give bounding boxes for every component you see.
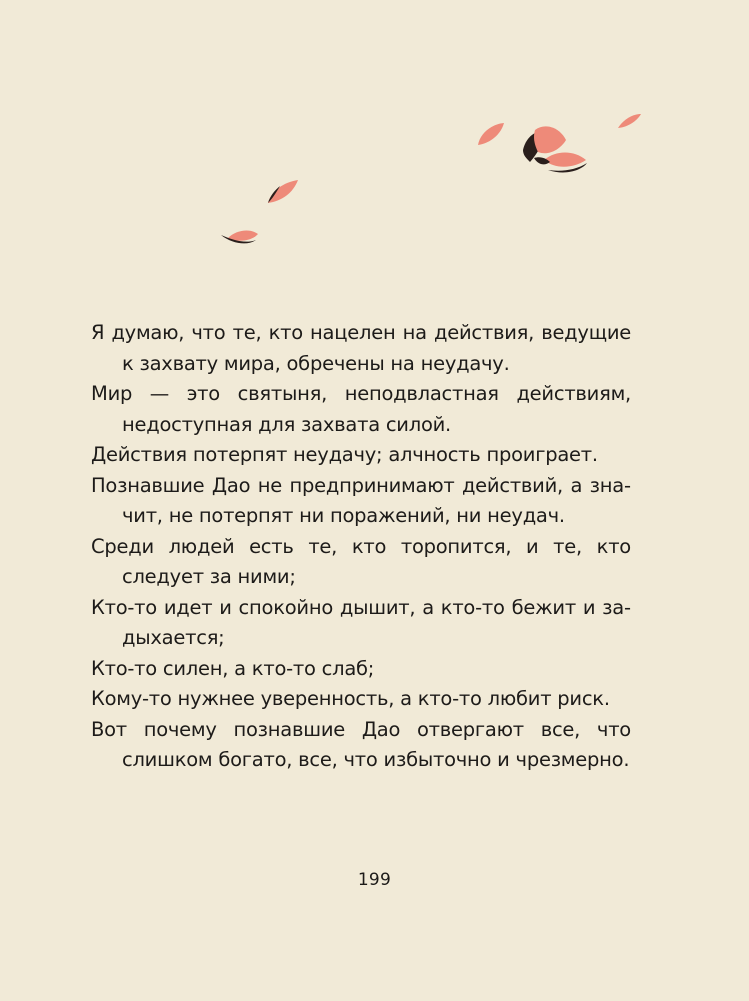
poem-verse: Мир — это святыня, неподвластная действиям, недоступная для захвата силой.: [91, 382, 631, 436]
page-number: 199: [357, 870, 392, 890]
poem-verse: Вот почему познавшие Дао отвергают все, что слишком богато, все, что избыточно и чрезмерно.: [91, 717, 631, 771]
poem-verse: Кто-то идет и спокойно дышит, а кто-то бежит и задыхается;: [91, 595, 631, 649]
poem-verse: Кто-то силен, а кто-то слаб;: [91, 656, 375, 680]
petal-icon: [618, 114, 641, 128]
poem-verse: Я думаю, что те, кто нацелен на действия, ведущие к захвату мира, обречены на неудачу.: [91, 321, 631, 375]
poem-verse: Среди людей есть те, кто торопится, и те, кто следует за ними;: [91, 534, 631, 588]
poem-verse: Действия потерпят неудачу; алчность проиграет.: [91, 443, 598, 466]
petal-icon: [478, 123, 504, 145]
flower-icon: [523, 126, 587, 172]
poem-verse: Кому-то нужнее уверенность, а кто-то любит риск.: [91, 687, 610, 710]
poem-text: [91, 318, 631, 776]
petal-icon: [268, 180, 298, 203]
petal-icon: [221, 231, 258, 244]
poem-verse: Познавшие Дао не предпринимают действий, а значит, не потерпят ни поражений, ни неудач.: [91, 473, 631, 527]
falling-petals-illustration: [0, 0, 749, 300]
